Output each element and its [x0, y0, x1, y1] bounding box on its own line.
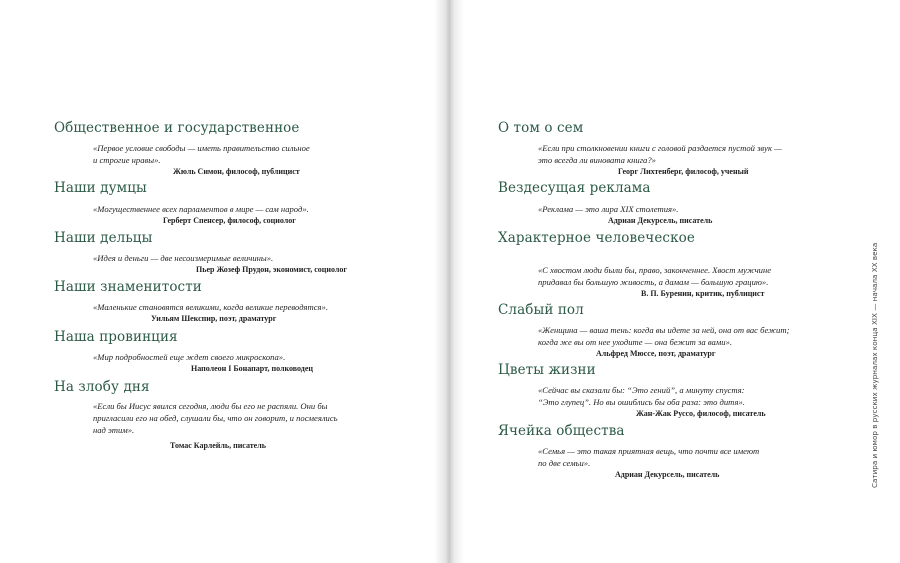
quote-line: «Если бы Иисус явился сегодня, люди бы его не распяли. Они бы — [93, 401, 328, 411]
quote-block — [538, 264, 813, 300]
quote-block — [93, 301, 368, 325]
quote-block — [538, 384, 813, 420]
quote-author: Томас Карлейль, писатель — [170, 441, 266, 450]
quote-block — [93, 252, 368, 276]
section-heading: О том о сем — [498, 120, 584, 136]
side-caption — [868, 230, 882, 490]
quote-block — [538, 203, 813, 227]
section-heading: Ячейка общества — [498, 423, 625, 439]
quote-line: по две семьи». — [538, 458, 591, 468]
section-heading: Наша провинция — [54, 329, 178, 345]
quote-line: пригласили его на обед, слушали бы, что он говорит, и посмеялись — [93, 413, 338, 423]
right-page — [450, 0, 900, 563]
section-heading: Цветы жизни — [498, 362, 596, 378]
quote-block — [538, 142, 813, 178]
quote-line: «Сейчас вы сказали бы: “Это гений”, а минуту спустя: — [538, 385, 745, 395]
quote-author: Уильям Шекспир, поэт, драматург — [151, 314, 277, 323]
section-heading: Наши думцы — [54, 180, 147, 196]
quote-line: «Идея и деньги — две несоизмеримые величины». — [93, 253, 274, 263]
section-heading: Наши знаменитости — [54, 279, 202, 295]
quote-author: Георг Лихтенберг, философ, ученый — [618, 167, 749, 176]
quote-line: «Семья — это такая приятная вещь, что почти все имеют — [538, 446, 760, 456]
quote-block — [93, 203, 368, 227]
quote-block — [93, 351, 368, 375]
section-heading: На злобу дня — [54, 379, 150, 395]
quote-author: Альфред Мюссе, поэт, драматург — [596, 349, 716, 358]
quote-block — [93, 400, 368, 452]
quote-line: это всегда ли виновата книга?» — [538, 155, 656, 165]
section-heading: Слабый пол — [498, 302, 584, 318]
quote-line: «Маленькие становятся великими, когда великие переводятся». — [93, 302, 329, 312]
quote-line: придавал бы большую живость, а дамам — большую грацию». — [538, 277, 769, 287]
quote-block — [538, 445, 813, 481]
quote-author: Адриан Декурсель, писатель — [608, 216, 713, 225]
section-heading: Характерное человеческое — [498, 230, 695, 246]
quote-author: Жан-Жак Руссо, философ, писатель — [636, 409, 766, 418]
side-caption-text: Сатира и юмор в русских журналах конца XIX — начала XX века — [870, 242, 879, 488]
section-heading: Вездесущая реклама — [498, 180, 651, 196]
quote-line: «Первое условие свободы — иметь правительство сильное — [93, 143, 310, 153]
quote-line: над этим». — [93, 425, 135, 435]
quote-author: Адриан Декурсель, писатель — [615, 470, 720, 479]
quote-line: и строгие нравы». — [93, 155, 161, 165]
quote-line: «Мир подробностей еще ждет своего микроскопа». — [93, 352, 286, 362]
right-column — [450, 0, 900, 563]
quote-author: В. П. Буренин, критик, публицист — [641, 289, 765, 298]
quote-author: Жюль Симон, философ, публицист — [173, 167, 300, 176]
quote-block — [93, 142, 368, 178]
quote-author: Герберт Спенсер, философ, социолог — [163, 216, 296, 225]
quote-line: когда же вы от нее уходите — она бежит за вами». — [538, 337, 733, 347]
quote-line: «С хвостом люди были бы, право, законченнее. Хвост мужчине — [538, 265, 772, 275]
quote-line: «Если при столкновении книги с головой раздается пустой звук — — [538, 143, 782, 153]
quote-author: Пьер Жозеф Прудон, экономист, социолог — [196, 265, 348, 274]
quote-line: “Это глупец”. Но вы ошиблись бы оба раза: это дитя». — [538, 397, 745, 407]
section-heading: Наши дельцы — [54, 230, 153, 246]
quote-line: «Реклама — это лира XIX столетия». — [538, 204, 679, 214]
quote-block — [538, 324, 813, 360]
quote-line: «Могущественнее всех парламентов в мире — сам народ». — [93, 204, 309, 214]
section-heading: Общественное и государственное — [54, 120, 300, 136]
quote-line: «Женщина — ваша тень: когда вы идете за ней, она от вас бежит; — [538, 325, 790, 335]
quote-author: Наполеон I Бонапарт, полководец — [191, 364, 313, 373]
